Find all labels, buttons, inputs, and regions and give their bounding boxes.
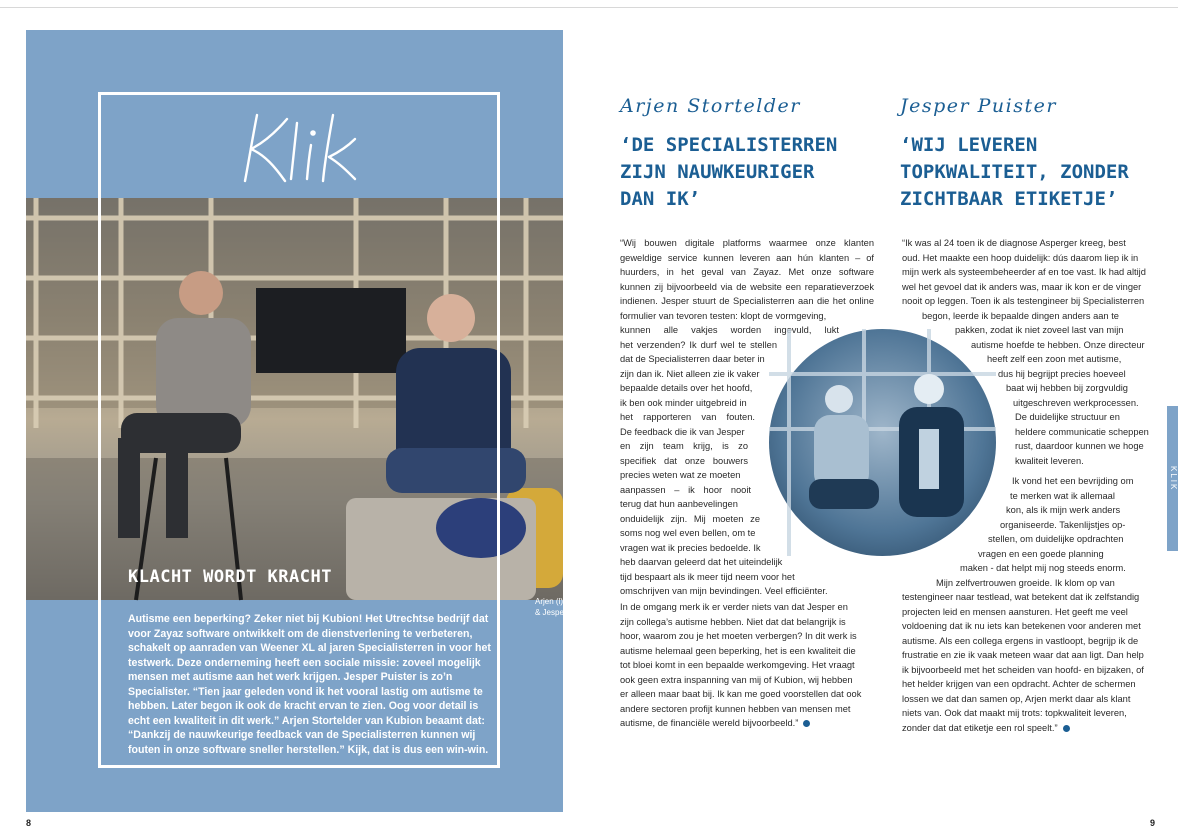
signature-jesper	[900, 90, 1057, 120]
body-line: Mijn zelfvertrouwen groeide. Ik klom op van	[936, 577, 1115, 588]
body-line: wel het gevoel dat ik anders was, maar ik kon er de vinger	[902, 281, 1142, 292]
body-line: “Ik was al 24 toen ik de diagnose Asperger kreeg, best	[902, 238, 1126, 248]
jesper-paragraph-2	[902, 474, 1156, 735]
intro-line: voor Zayaz software ontwikkelt om de dienstverlening te verbeteren,	[128, 627, 473, 640]
body-line: autisme, de financiële wereld bijvoorbeeld.”	[620, 718, 799, 728]
body-line: precies weten wat ze moeten	[620, 470, 741, 480]
photo-caption-line: & Jesper (r)	[535, 608, 577, 617]
jesper-paragraph-1	[902, 236, 1156, 468]
body-line: formulier van tevoren testen: klopt de vormgeving,	[620, 310, 827, 321]
intro-line: testwerk. Deze onderneming heeft een sociale missie: zoveel mogelijk	[128, 656, 481, 669]
body-line: zonder dat dat etiketje een rol speelt.”	[902, 722, 1058, 733]
body-line: omschrijven van mijn bevindingen. Veel efficiënter.	[620, 586, 828, 596]
body-line: dus hij begrijpt precies hoeveel	[998, 368, 1126, 379]
body-line: Ik vond het een bevrijding om	[1012, 476, 1134, 486]
body-line: rust, daardoor kunnen we hoge	[1015, 441, 1144, 451]
body-line: nooit op leggen. Toen ik als testengineer bij Specialisterren	[902, 296, 1145, 306]
body-line: niets van. Ook dat maakt mij trots: topkwaliteit leveren,	[902, 708, 1127, 718]
headline-line: ZIJN NAUWKEURIGER	[620, 161, 815, 183]
body-line: dat de Specialisterren daar beter in	[620, 354, 765, 364]
body-line: uitgeschreven werkprocessen.	[1013, 397, 1139, 408]
body-line-last	[902, 721, 1156, 736]
body-line: te merken wat ik allemaal	[1010, 490, 1115, 501]
intro-line: “Dankzij de nauwkeurige feedback van de Specialisterren kunnen wij	[128, 729, 476, 741]
body-line: en zijn team krijg, is zo	[620, 441, 748, 451]
page-top-rule	[0, 7, 1178, 8]
body-line: baat wij hebben bij zorgvuldig	[1006, 383, 1128, 393]
body-line: zijn dan ik. Niet alleen zie ik vaker	[620, 368, 760, 379]
end-mark-icon	[803, 720, 810, 727]
signature-jesper-text: Jesper Puister	[900, 95, 1057, 117]
body-line: organiseerde. Takenlijstjes op-	[1000, 519, 1126, 530]
body-line: kwaliteit leveren.	[1015, 455, 1084, 466]
body-line: hoor, waarom zou je het moeten verbergen? In dit werk is	[620, 631, 857, 641]
page-number-right: 9	[1150, 818, 1156, 828]
body-line: tijd bespaart als ik meer tijd neem voor het	[620, 571, 795, 582]
intro-line: Autisme een beperking? Zeker niet bij Kubion! Het Utrechtse bedrijf dat	[128, 613, 489, 625]
body-line: geweldige service kunnen leveren aan hún klanten – of	[620, 252, 874, 263]
headline-line: ‘DE SPECIALISTERREN	[620, 134, 838, 156]
intro-text	[128, 612, 491, 757]
body-line: vragen en een goede planning	[978, 548, 1104, 559]
headline-line: DAN IK’	[620, 188, 701, 210]
intro-line: fouten in onze software sneller herstellen.” Kijk, dat is dus een win-win.	[128, 743, 489, 756]
body-line: kunnen zij bijvoorbeeld via de website een reparatieverzoek	[620, 281, 874, 292]
body-line: mijn werk als systeembeheerder af en toe vast. Ik had altijd	[902, 267, 1146, 277]
headline-line: TOPKWALITEIT, ZONDER	[900, 161, 1129, 183]
intro-line: echt een kwaliteit in dit werk.” Arjen Stortelder van Kubion beaamt dat:	[128, 714, 485, 727]
arjen-paragraph-2	[620, 600, 874, 731]
body-line: kunnen alle vakjes worden ingevuld, lukt	[620, 325, 839, 335]
body-line: tot bloei komt in een bepaalde werkomgeving. Het vraagt	[620, 660, 855, 670]
body-line: ik bijvoorbeeld met het scheiden van hoofd- en bijzaken, of	[902, 664, 1144, 675]
body-line: In de omgang merk ik er verder niets van dat Jesper en	[620, 602, 848, 612]
body-line: frustratie en zie ik vaak meteen waar dat aan ligt. Dan help	[902, 650, 1144, 660]
body-line: bepaalde details over het hoofd,	[620, 383, 753, 393]
body-line: het verzenden? Ik durf wel te stellen	[620, 339, 777, 350]
body-line: indienen. Jesper stuurt de Specialisterren aan die het online	[620, 296, 874, 306]
intro-line: Specialister. “Tien jaar geleden vond ik het vooral lastig om autisme te	[128, 685, 483, 698]
body-line: autisme hoefde te hebben. Onze directeur	[971, 339, 1145, 350]
body-line: De feedback die ik van Jesper	[620, 426, 745, 437]
body-line: pakken, zodat ik niet zoveel last van mijn	[955, 325, 1124, 335]
body-line: ook geen extra inspanning van mij of Kubion, wij hebben	[620, 674, 853, 685]
headline-jesper	[900, 132, 1170, 213]
headline-line: ZICHTBAAR ETIKETJE’	[900, 188, 1118, 210]
signature-arjen	[620, 90, 801, 120]
headline-line: ‘WIJ LEVEREN	[900, 134, 1038, 156]
body-line: maken - dat helpt mij nog steeds enorm.	[960, 563, 1126, 573]
body-line: vragen wat ik precies bedoelde. Ik	[620, 542, 761, 553]
body-line: er alleen maar baat bij. Ik kan me goed voorstellen dat ook	[620, 689, 862, 699]
page-number-left: 8	[26, 818, 32, 828]
photo-caption-line: Arjen (l)	[535, 597, 564, 606]
body-line: soms nog wel even bellen, om te	[620, 528, 756, 538]
klik-logo	[235, 105, 365, 185]
body-line: heldere communicatie scheppen	[1015, 426, 1149, 437]
intro-line: mensen met autisme aan het werk krijgen. Jesper Puister is zo’n	[128, 671, 453, 683]
photo-caption	[535, 596, 577, 618]
body-line: “Wij bouwen digitale platforms waarmee onze klanten	[620, 238, 874, 248]
section-tab-label: KLIK	[1169, 466, 1178, 492]
body-line: zijn collega’s autisme hebben. Niet dat dat belangrijk is	[620, 616, 846, 627]
body-line: autisme. Als een collega ergens in vastloopt, begrijp ik de	[902, 635, 1139, 646]
body-line: projecten leid en mensen aansturen. Het geeft me veel	[902, 606, 1128, 617]
body-line: aanpassen – ik hoor nooit	[620, 484, 751, 495]
body-line-last	[620, 716, 874, 731]
body-line: lossen we dat dan samen op, Arjen merkt daar als klant	[902, 693, 1131, 704]
body-line: het helder krijgen van een opdracht. Achter de schermen	[902, 679, 1136, 689]
body-line: heb daarvan geleerd dat het uiteindelijk	[620, 557, 783, 567]
body-line: oud. Het maakte een hoop duidelijk: dús daarom liep ik in	[902, 252, 1139, 263]
body-line: onduidelijk zijn. Mij moeten ze	[620, 513, 760, 524]
cover-headline: KLACHT WORDT KRACHT	[128, 567, 332, 587]
body-line: De duidelijke structuur en	[1015, 412, 1120, 422]
body-line: ik ben ook minder uitgebreid in	[620, 397, 747, 408]
headline-arjen	[620, 132, 890, 213]
body-line: terug dat hun aanbevelingen	[620, 499, 738, 509]
body-line: specifiek dat onze bouwers	[620, 455, 748, 466]
body-line: andere sectoren profijt kunnen hebben van mensen met	[620, 703, 851, 714]
body-line: testengineer naar testlead, wat betekent dat ik zelfstandig	[902, 592, 1140, 602]
end-mark-icon	[1063, 725, 1070, 732]
body-line: huurders, in het geval van Zayaz. Met onze software	[620, 267, 874, 277]
body-line: begon, leerde ik bepaalde dingen anders aan te	[922, 310, 1119, 321]
body-line: autisme helemaal geen beperking, het is een kwaliteit die	[620, 645, 856, 656]
body-line: het rapporteren van fouten.	[620, 412, 755, 422]
intro-line: hebben. Later begon ik ook de kracht ervan te zien. Oog voor detail is	[128, 700, 479, 712]
body-line: stellen, om duidelijke opdrachten	[988, 534, 1124, 544]
body-line: voldoening dat ik nu iets kan betekenen voor anderen met	[902, 621, 1141, 631]
signature-arjen-text: Arjen Stortelder	[620, 95, 801, 117]
body-line: kon, als ik mijn werk anders	[1006, 505, 1121, 515]
body-line: heeft zelf een zoon met autisme,	[987, 354, 1122, 364]
intro-line: schakelt op aanraden van Weener XL al jaren Specialisterren in voor het	[128, 642, 491, 654]
